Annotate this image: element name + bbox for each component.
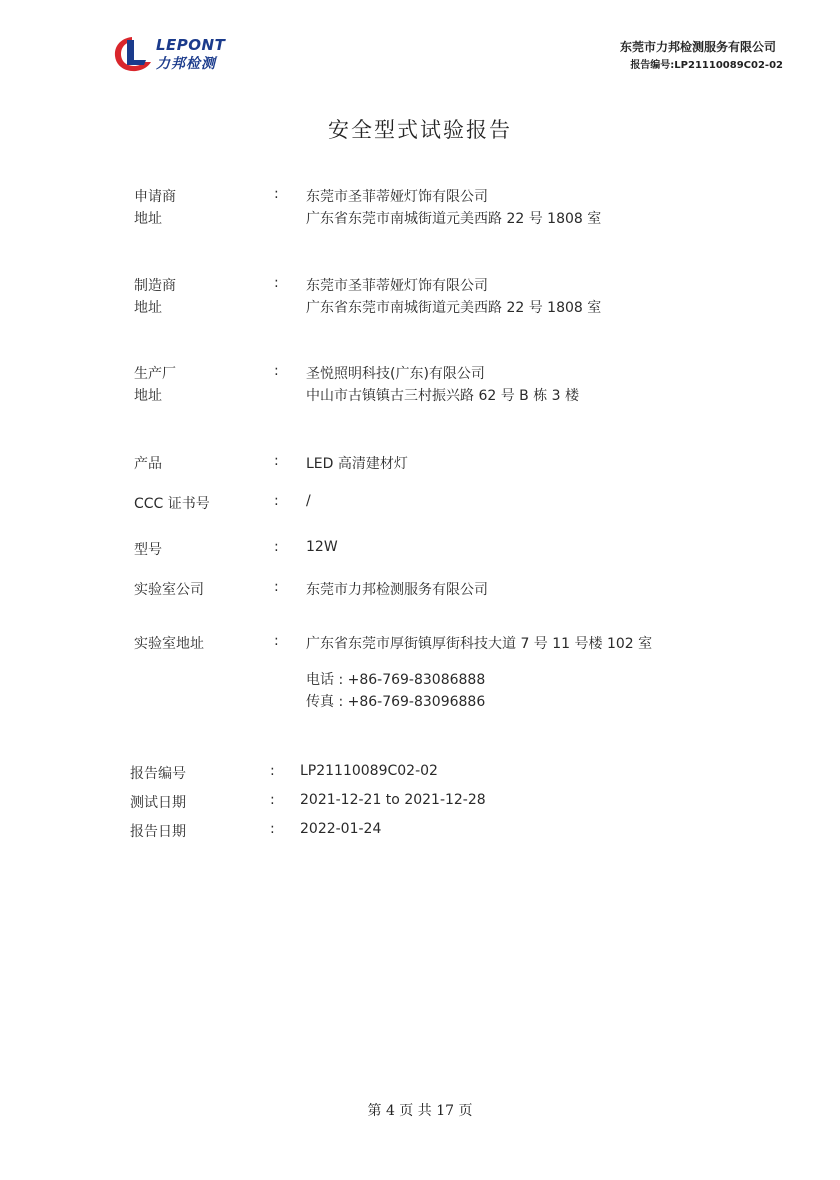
product-value: LED 高清建材灯: [306, 456, 408, 472]
company-logo: [112, 34, 262, 74]
model-value: 12W: [306, 539, 338, 555]
lab-label: 实验室公司: [134, 582, 204, 598]
lab-colon: :: [274, 579, 279, 595]
header-company: 东莞市力邦检测服务有限公司: [619, 40, 776, 54]
manufacturer-address-value: 广东省东莞市南城街道元美西路 22 号 1808 室: [306, 300, 602, 316]
page-footer: 第 4 页 共 17 页: [367, 1103, 473, 1119]
factory-value: 圣悦照明科技(广东)有限公司: [306, 366, 485, 382]
applicant-label: 申请商: [134, 189, 176, 205]
product-colon: :: [274, 453, 279, 469]
ccc-label: CCC 证书号: [134, 496, 210, 512]
header-report-number: 报告编号:LP21110089C02-02: [630, 60, 783, 71]
factory-address-label: 地址: [134, 388, 162, 404]
test-date-colon: :: [270, 792, 275, 808]
factory-label: 生产厂: [134, 366, 176, 382]
lab-address-label: 实验室地址: [134, 636, 204, 652]
brand-name-en: LEPONT: [156, 36, 226, 54]
product-label: 产品: [134, 456, 162, 472]
lepont-logo-icon: [112, 34, 156, 74]
report-number-value: LP21110089C02-02: [300, 763, 438, 779]
applicant-address-value: 广东省东莞市南城街道元美西路 22 号 1808 室: [306, 211, 602, 227]
manufacturer-value: 东莞市圣菲蒂娅灯饰有限公司: [306, 278, 488, 294]
lab-value: 东莞市力邦检测服务有限公司: [306, 582, 488, 598]
lab-address-colon: :: [274, 633, 279, 649]
applicant-colon: :: [274, 186, 279, 202]
report-number-label: 报告编号: [130, 766, 186, 782]
ccc-colon: :: [274, 493, 279, 509]
manufacturer-label: 制造商: [134, 278, 176, 294]
model-label: 型号: [134, 542, 162, 558]
model-colon: :: [274, 539, 279, 555]
brand-name-cn: 力邦检测: [156, 56, 216, 72]
factory-address-value: 中山市古镇镇古三村振兴路 62 号 B 栋 3 楼: [306, 388, 580, 404]
page-title: 安全型式试验报告: [328, 118, 512, 142]
lab-fax: 传真 : +86-769-83096886: [306, 694, 486, 710]
report-date-label: 报告日期: [130, 824, 186, 840]
lab-phone: 电话 : +86-769-83086888: [306, 672, 486, 688]
report-date-value: 2022-01-24: [300, 821, 382, 837]
manufacturer-address-label: 地址: [134, 300, 162, 316]
test-date-value: 2021-12-21 to 2021-12-28: [300, 792, 486, 808]
manufacturer-colon: :: [274, 275, 279, 291]
factory-colon: :: [274, 363, 279, 379]
lab-address-value: 广东省东莞市厚街镇厚街科技大道 7 号 11 号楼 102 室: [306, 636, 653, 652]
applicant-address-label: 地址: [134, 211, 162, 227]
ccc-value: /: [306, 493, 311, 509]
report-number-colon: :: [270, 763, 275, 779]
test-date-label: 测试日期: [130, 795, 186, 811]
applicant-value: 东莞市圣菲蒂娅灯饰有限公司: [306, 189, 488, 205]
report-date-colon: :: [270, 821, 275, 837]
